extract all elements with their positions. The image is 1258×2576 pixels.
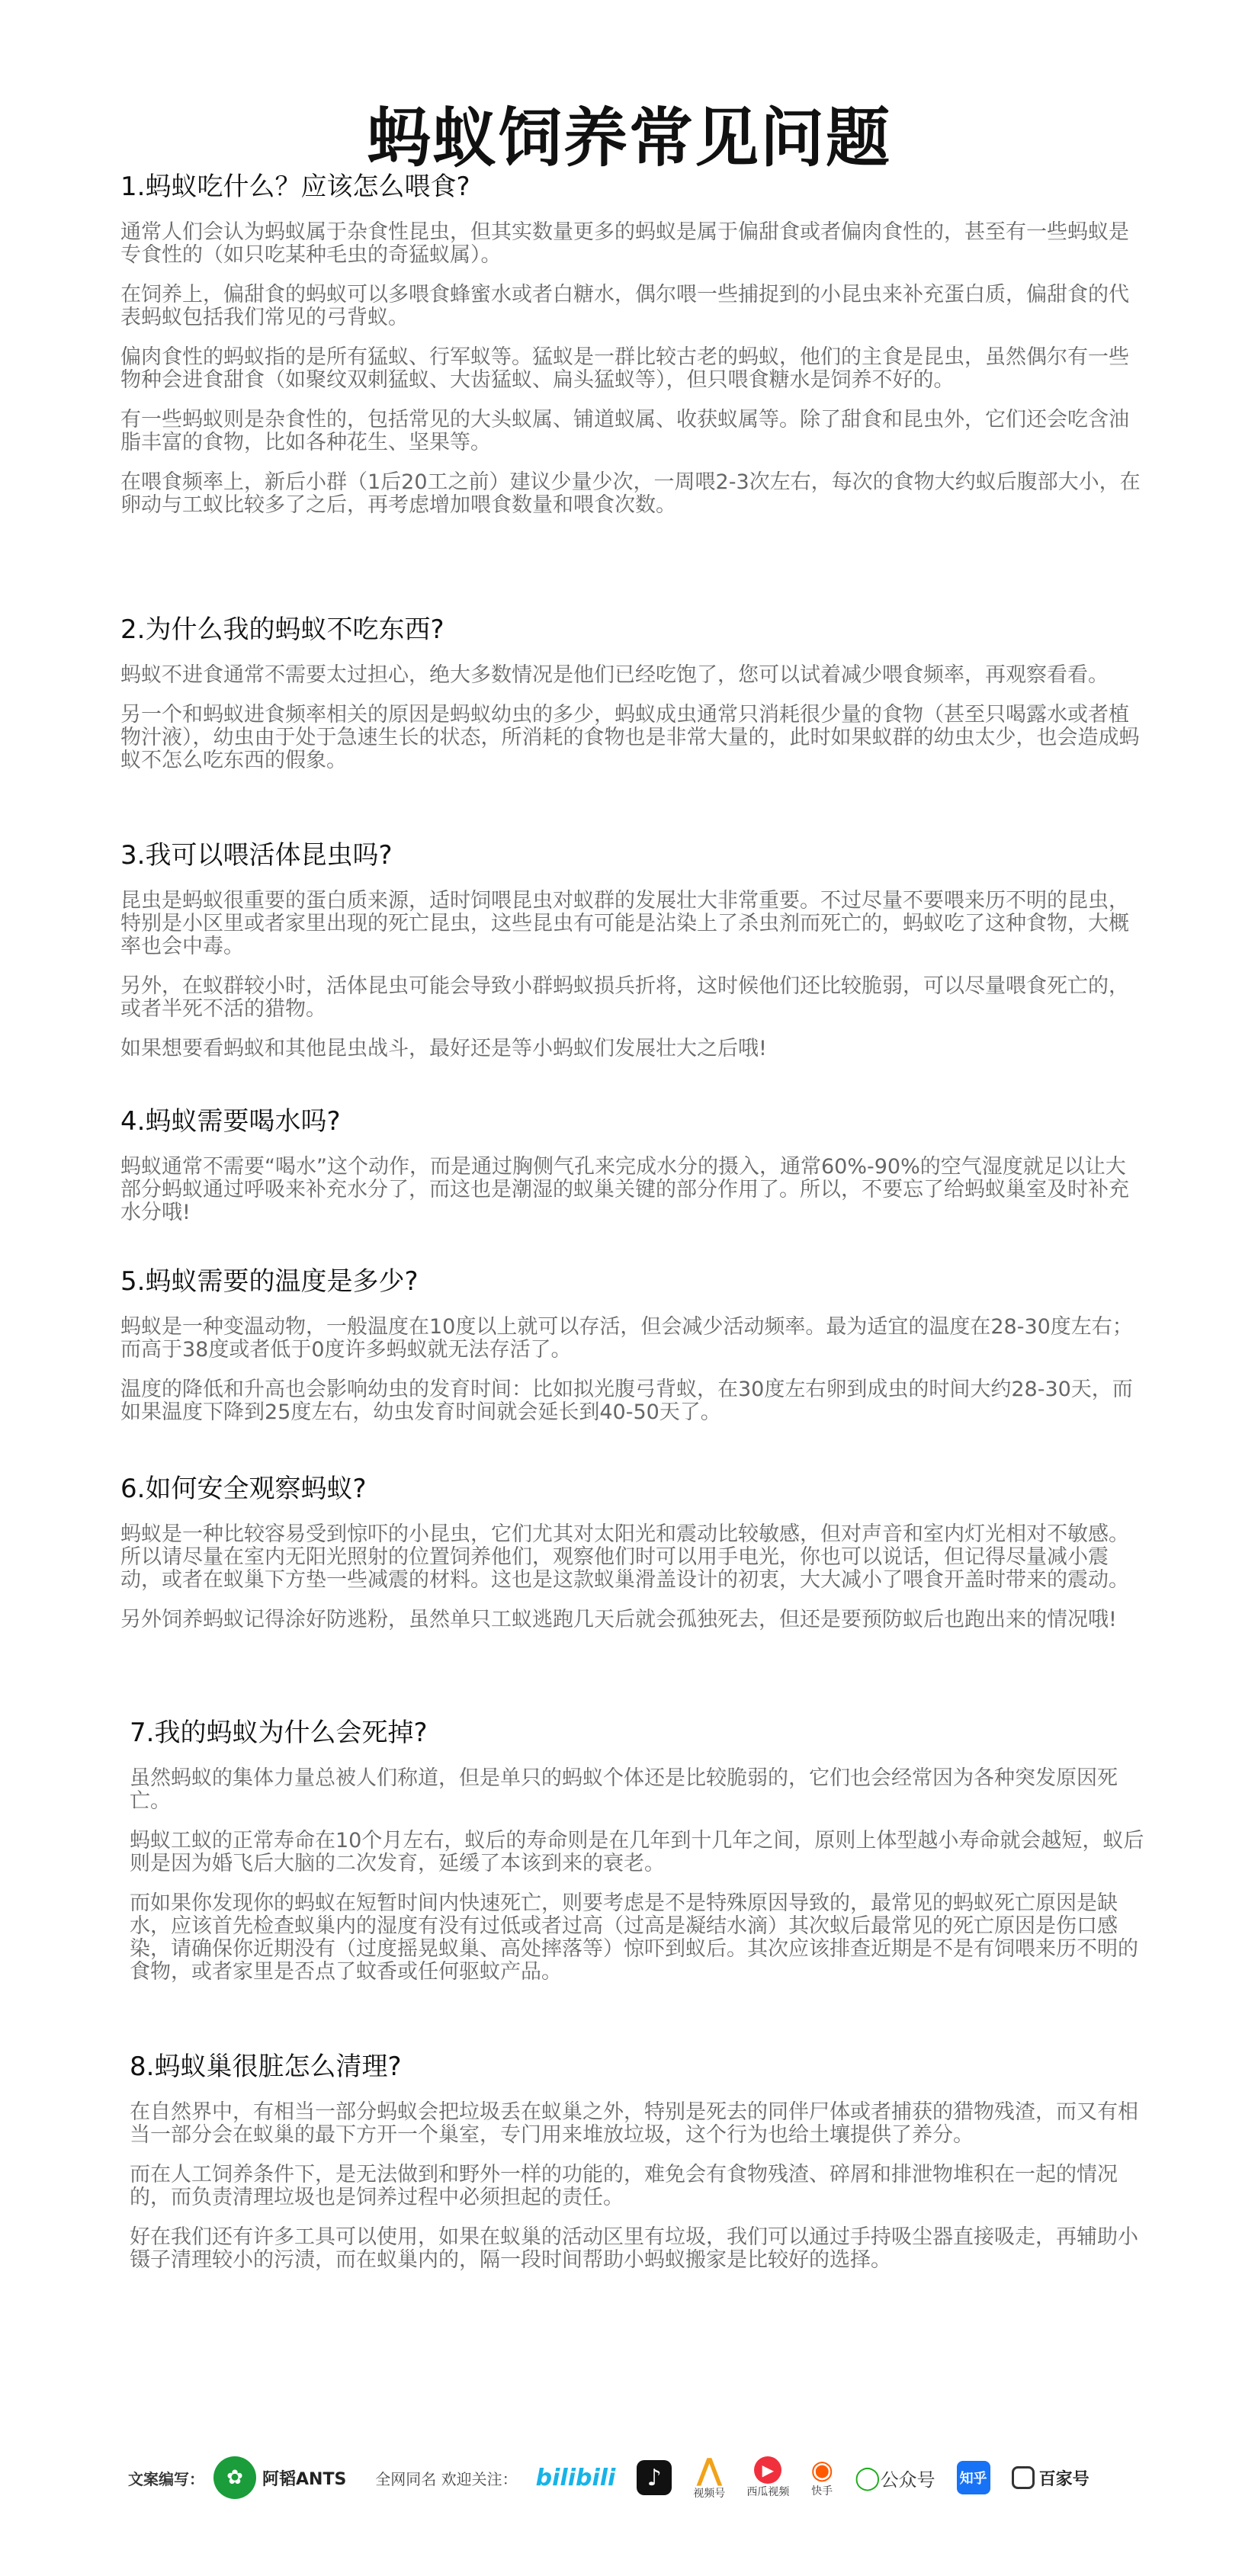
section-paragraph: 在自然界中，有相当一部分蚂蚁会把垃圾丢在蚁巢之外，特别是死去的同伴尸体或者捕获的猎物残渣，而又有相当一部分会在蚁巢的最下方开一个巢室，专门用来堆放垃圾，这个行为也给土壤提供了养分。 [130,2100,1138,2147]
brand-name: 阿韬ANTS [262,2469,347,2489]
section-paragraph: 偏肉食性的蚂蚁指的是所有猛蚁、行军蚁等。猛蚁是一群比较古老的蚂蚁，他们的主食是昆虫，虽然偶尔有一些物种会进食甜食（如聚纹双刺猛蚁、大齿猛蚁、扁头猛蚁等），但只喂食糖水是饲养不好的。 [120,345,1129,392]
follow-text: 全网同名 欢迎关注： [375,2469,518,2488]
section-paragraph: 另外，在蚁群较小时，活体昆虫可能会导致小群蚂蚁损兵折将，这时候他们还比较脆弱，可以尽量喂食死亡的，或者半死不活的猎物。 [120,974,1129,1021]
section-heading: 7.我的蚂蚁为什么会死掉? [130,1718,428,1748]
section-heading: 4.蚂蚁需要喝水吗? [120,1106,341,1137]
section-heading: 1.蚂蚁吃什么？应该怎么喂食? [120,172,470,202]
shipinhao-icon: ⋀ [696,2452,723,2488]
section-paragraph: 有一些蚂蚁则是杂食性的，包括常见的大头蚁属、铺道蚁属、收获蚁属等。除了甜食和昆虫外，它们还会吃含油脂丰富的食物，比如各种花生、坚果等。 [120,408,1129,454]
ant-logo-icon: ✿ [213,2456,256,2499]
section-paragraph: 昆虫是蚂蚁很重要的蛋白质来源，适时饲喂昆虫对蚁群的发展壮大非常重要。不过尽量不要喂来历不明的昆虫，特别是小区里或者家里出现的死亡昆虫，这些昆虫有可能是沾染上了杀虫剂而死亡的，蚂蚁吃了这种食物，大概率也会中毒。 [120,889,1129,958]
kuaishou-link[interactable] [810,2457,833,2498]
section-heading: 2.为什么我的蚂蚁不吃东西? [120,614,444,645]
baijiahao-label: 百家号 [1038,2469,1090,2489]
section-paragraph: 温度的降低和升高也会影响幼虫的发育时间：比如拟光腹弓背蚁，在30度左右卵到成虫的时间大约28-30天，而如果温度下降到25度左右，幼虫发育时间就会延长到40-50天了。 [120,1378,1133,1424]
xigua-icon: ▶ [754,2456,781,2484]
section-paragraph: 而如果你发现你的蚂蚁在短暂时间内快速死亡，则要考虑是不是特殊原因导致的，最常见的蚂蚁死亡原因是缺水，应该首先检查蚁巢内的湿度有没有过低或者过高（过高是凝结水滴）其次蚁后最常见的死亡原因是伤口感染，请确保你近期没有（过度摇晃蚁巢、高处摔落等）惊吓到蚁后。其次应该排查近期是不是有饲喂来历不明的食物，或者家里是否点了蚊香或任何驱蚊产品。 [130,1891,1138,1984]
section-feeding [120,169,1142,534]
section-observation [120,1471,1142,1648]
shipinhao-link[interactable] [693,2452,726,2501]
section-paragraph: 虽然蚂蚁的集体力量总被人们称道，但是单只的蚂蚁个体还是比较脆弱的，它们也会经常因为各种突发原因死亡。 [130,1766,1118,1813]
zhihu-link[interactable] [957,2461,990,2494]
wechat-icon: ◯ [854,2464,881,2491]
section-paragraph: 如果想要看蚂蚁和其他昆虫战斗，最好还是等小蚂蚁们发展壮大之后哦! [120,1037,767,1060]
section-heading: 8.蚂蚁巢很脏怎么清理? [130,2051,402,2082]
section-paragraph: 蚂蚁工蚁的正常寿命在10个月左右，蚁后的寿命则是在几年到十几年之间，原则上体型越小寿命就会越短，蚁后则是因为婚飞后大脑的二次发育，延缓了本该到来的衰老。 [130,1829,1144,1875]
section-paragraph: 在饲养上，偏甜食的蚂蚁可以多喂食蜂蜜水或者白糖水，偶尔喂一些捕捉到的小昆虫来补充蛋白质，偏甜食的代表蚂蚁包括我们常见的弓背蚁。 [120,283,1129,329]
section-heading: 3.我可以喂活体昆虫吗? [120,840,393,871]
section-paragraph: 好在我们还有许多工具可以使用，如果在蚁巢的活动区里有垃圾，我们可以通过手持吸尘器直接吸走，再辅助小镊子清理较小的污渍，而在蚁巢内的，隔一段时间帮助小蚂蚁搬家是比较好的选择。 [130,2225,1138,2272]
section-paragraph: 另外饲养蚂蚁记得涂好防逃粉，虽然单只工蚁逃跑几天后就会孤独死去，但还是要预防蚁后也跑出来的情况哦! [120,1608,1117,1631]
section-paragraph: 而在人工饲养条件下，是无法做到和野外一样的功能的，难免会有食物残渣、碎屑和排泄物堆积在一起的情况的，而负责清理垃圾也是饲养过程中必须担起的责任。 [130,2163,1118,2209]
bilibili-icon: bilibili [535,2464,616,2491]
section-paragraph: 蚂蚁是一种变温动物，一般温度在10度以上就可以存活，但会减少活动频率。最为适宜的温度在28-30度左右；而高于38度或者低于0度许多蚂蚁就无法存活了。 [120,1315,1133,1362]
section-death [130,1715,1151,2000]
douyin-link[interactable] [637,2460,672,2495]
section-heading: 5.蚂蚁需要的温度是多少? [120,1266,419,1297]
xigua-link[interactable] [746,2456,789,2499]
kuaishou-label: 快手 [811,2485,833,2497]
footer [128,2453,1150,2502]
section-paragraph: 在喂食频率上，新后小群（1后20工之前）建议少量少次，一周喂2-3次左右，每次的食物大约蚁后腹部大小，在卵动与工蚁比较多了之后，再考虑增加喂食数量和喂食次数。 [120,470,1141,517]
baijiahao-icon [1012,2466,1035,2489]
page-title: 蚂蚁饲养常见问题 [366,101,891,176]
xigua-label: 西瓜视频 [746,2486,790,2498]
gongzhonghao-link[interactable] [855,2465,935,2491]
section-water [120,1104,1142,1241]
section-paragraph: 蚂蚁通常不需要“喝水”这个动作，而是通过胸侧气孔来完成水分的摄入，通常60%-90%的空气湿度就足以让大部分蚂蚁通过呼吸来补充水分了，而这也是潮湿的蚁巢关键的部分作用了。所以，不要忘了给蚂蚁巢室及时补充水分哦! [120,1155,1129,1224]
section-paragraph: 蚂蚁不进食通常不需要太过担心，绝大多数情况是他们已经吃饱了，您可以试着减少喂食频率，再观察看看。 [120,663,1109,687]
shipinhao-label: 视频号 [693,2488,726,2500]
section-temperature [120,1264,1142,1441]
section-paragraph: 另一个和蚂蚁进食频率相关的原因是蚂蚁幼虫的多少，蚂蚁成虫通常只消耗很少量的食物（甚至只喝露水或者植物汁液），幼虫由于处于急速生长的状态，所消耗的食物也是非常大量的，此时如果蚁群的幼虫太少，也会造成蚂蚁不怎么吃东西的假象。 [120,703,1140,772]
section-paragraph: 通常人们会认为蚂蚁属于杂食性昆虫，但其实数量更多的蚂蚁是属于偏甜食或者偏肉食性的，甚至有一些蚂蚁是专食性的（如只吃某种毛虫的奇猛蚁属）。 [120,220,1129,267]
section-cleaning [130,2049,1151,2289]
zhihu-icon: 知乎 [957,2461,990,2494]
section-live-insects [120,838,1142,1077]
douyin-icon: ♪ [637,2460,672,2495]
gongzhonghao-label: 公众号 [880,2469,935,2491]
kuaishou-icon: ◉ [810,2455,833,2485]
bilibili-link[interactable] [536,2465,616,2491]
section-not-eating [120,612,1142,789]
baijiahao-link[interactable] [1012,2466,1090,2490]
author-label: 文案编写： [128,2469,204,2488]
section-heading: 6.如何安全观察蚂蚁? [120,1474,367,1504]
section-paragraph: 蚂蚁是一种比较容易受到惊吓的小昆虫，它们尤其对太阳光和震动比较敏感，但对声音和室内灯光相对不敏感。所以请尽量在室内无阳光照射的位置饲养他们，观察他们时可以用手电光，你也可以说话，但记得尽量减小震动，或者在蚁巢下方垫一些减震的材料。这也是这款蚁巢滑盖设计的初衷，大大减小了喂食开盖时带来的震动。 [120,1522,1129,1592]
